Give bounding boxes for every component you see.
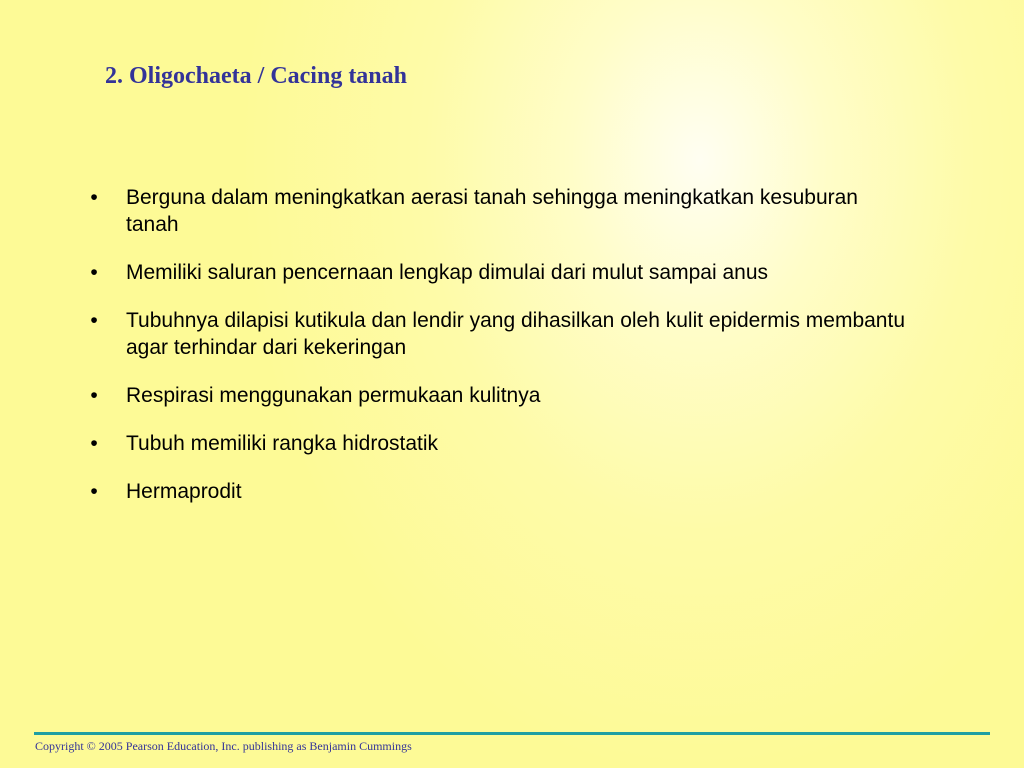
footer-divider xyxy=(34,732,990,735)
list-item-text: Memiliki saluran pencernaan lengkap dimulai dari mulut sampai anus xyxy=(126,261,768,284)
list-item-text: Tubuhnya dilapisi kutikula dan lendir yang dihasilkan oleh kulit epidermis membantu agar terhindar dari kekeringan xyxy=(126,309,905,359)
bullet-icon: • xyxy=(90,186,98,209)
list-item xyxy=(86,478,916,505)
bullet-icon: • xyxy=(90,432,98,455)
slide-title: 2. Oligochaeta / Cacing tanah xyxy=(105,63,408,89)
bullet-icon: • xyxy=(90,480,98,503)
list-item xyxy=(86,430,916,457)
list-item xyxy=(86,382,916,409)
list-item-text: Berguna dalam meningkatkan aerasi tanah sehingga meningkatkan kesuburan tanah xyxy=(126,186,858,236)
list-item xyxy=(86,259,916,286)
bullet-icon: • xyxy=(90,384,98,407)
list-item xyxy=(86,307,916,361)
bullet-list xyxy=(86,184,916,526)
copyright-text: Copyright © 2005 Pearson Education, Inc. publishing as Benjamin Cummings xyxy=(35,739,412,753)
bullet-icon: • xyxy=(90,261,98,284)
bullet-icon: • xyxy=(90,309,98,332)
list-item xyxy=(86,184,916,238)
list-item-text: Tubuh memiliki rangka hidrostatik xyxy=(126,432,439,455)
list-item-text: Respirasi menggunakan permukaan kulitnya xyxy=(126,384,541,407)
list-item-text: Hermaprodit xyxy=(126,480,242,503)
